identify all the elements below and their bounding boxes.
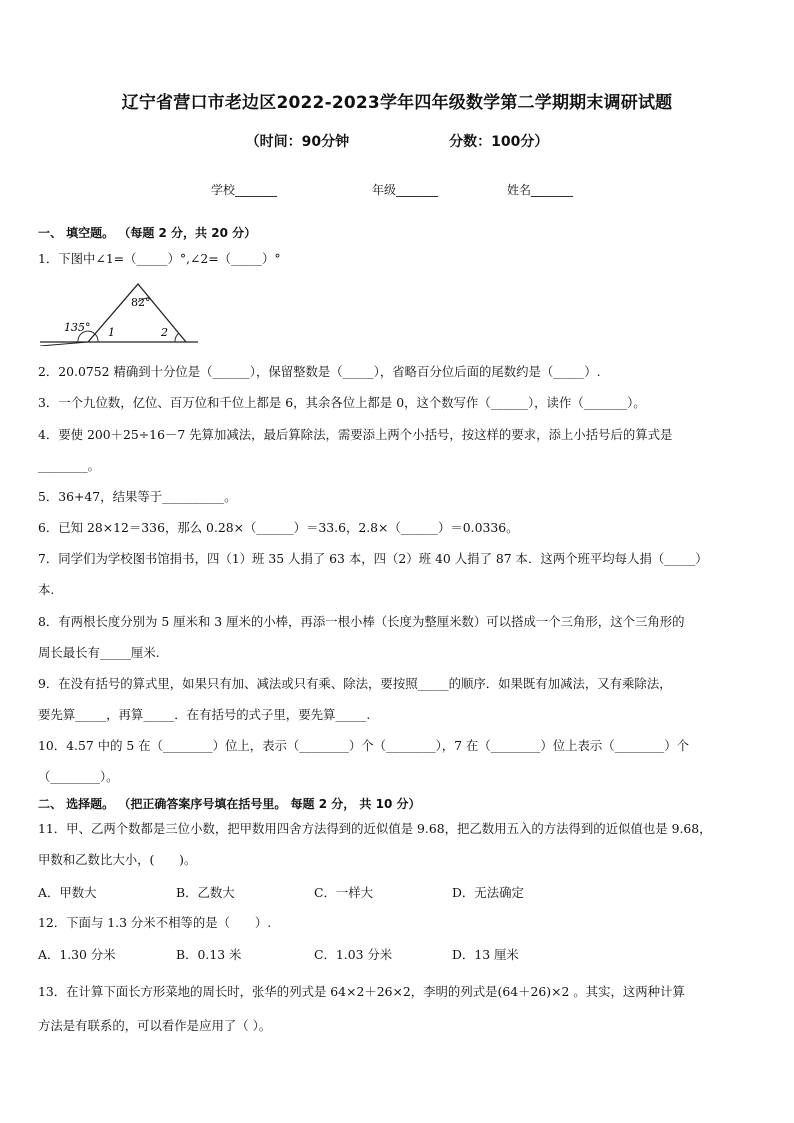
- question-13-line-1: 13．在计算下面长方形菜地的周长时，张华的列式是 64×2＋26×2，李明的列式是(64＋26)×2 。其实，这两种计算: [38, 984, 685, 999]
- question-3: 3．一个九位数，亿位、百万位和千位上都是 6，其余各位上都是 0，这个数写作（______），读作（_______）。: [38, 395, 646, 410]
- question-5: 5．36+47，结果等于__________。: [38, 489, 237, 504]
- question-4-line-1: 4．要使 200＋25÷16－7 先算加减法，最后算除法，需要添上两个小括号，按这样的要求，添上小括号后的算式是: [38, 427, 673, 442]
- q11-option-b[interactable]: B．乙数大: [176, 885, 235, 900]
- question-10-line-1: 10．4.57 中的 5 在（________）位上，表示（________）个（________），7 在（________）位上表示（________）个: [38, 738, 690, 753]
- question-10-line-2: （________）。: [38, 769, 119, 784]
- angle-top-label: 82°: [131, 296, 151, 309]
- name-field[interactable]: 姓名_______: [507, 183, 574, 197]
- q11-option-a[interactable]: A．甲数大: [38, 885, 97, 900]
- angle-outer-label: 135°: [64, 321, 91, 334]
- question-9-line-1: 9．在没有括号的算式里，如果只有加、减法或只有乘、除法，要按照_____的顺序．如果既有加减法，又有乘除法，: [38, 676, 672, 691]
- exam-subtitle: [0, 131, 794, 151]
- exam-score: 分数：100分）: [449, 134, 549, 150]
- q12-option-a[interactable]: A．1.30 分米: [38, 947, 116, 962]
- question-12: 12．下面与 1.3 分米不相等的是（ ）.: [38, 915, 272, 930]
- question-8-line-2: 周长最长有_____厘米.: [38, 645, 160, 660]
- q12-option-c[interactable]: C．1.03 分米: [314, 947, 393, 962]
- q12-option-d[interactable]: D．13 厘米: [452, 947, 519, 962]
- q11-option-c[interactable]: C．一样大: [314, 885, 374, 900]
- section-1-heading: 一、 填空题。 （每题 2 分，共 20 分）: [38, 226, 257, 240]
- question-7-line-1: 7．同学们为学校图书馆捐书，四（1）班 35 人捐了 63 本，四（2）班 40 人捐了 87 本．这两个班平均每人捐（_____）: [38, 551, 708, 566]
- question-1: 1．下图中∠1=（_____）°,∠2=（_____）°: [38, 251, 281, 266]
- q12-option-b[interactable]: B．0.13 米: [176, 947, 242, 962]
- angle-2-label: 2: [161, 326, 168, 339]
- question-9-line-2: 要先算_____，再算_____．在有括号的式子里，要先算_____.: [38, 707, 371, 722]
- school-field[interactable]: 学校_______: [211, 183, 278, 197]
- question-2: 2．20.0752 精确到十分位是（______），保留整数是（_____），省略百分位后面的尾数约是（_____）.: [38, 364, 601, 379]
- exam-title: 辽宁省营口市老边区2022-2023学年四年级数学第二学期期末调研试题: [121, 93, 673, 113]
- question-4-line-2: ________。: [38, 458, 100, 473]
- triangle-figure: [38, 280, 198, 346]
- question-13-line-2: 方法是有联系的，可以看作是应用了（ ）。: [38, 1018, 272, 1033]
- question-11-line-2: 甲数和乙数比大小，( )。: [38, 852, 197, 867]
- angle-1-label: 1: [108, 326, 115, 339]
- question-7-line-2: 本.: [38, 582, 55, 597]
- section-2-heading: 二、 选择题。 （把正确答案序号填在括号里。 每题 2 分， 共 10 分）: [38, 797, 421, 811]
- question-11-line-1: 11．甲、乙两个数都是三位小数，把甲数用四舍方法得到的近似值是 9.68，把乙数用五入的方法得到的近似值也是 9.68，: [38, 821, 712, 836]
- q11-option-d[interactable]: D．无法确定: [452, 885, 524, 900]
- question-8-line-1: 8．有两根长度分别为 5 厘米和 3 厘米的小棒，再添一根小棒（长度为整厘米数）可以搭成一个三角形，这个三角形的: [38, 614, 685, 629]
- question-6: 6．已知 28×12＝336，那么 0.28×（______）＝33.6，2.8×（______）＝0.0336。: [38, 520, 519, 535]
- exam-time: （时间：90分钟: [245, 134, 350, 150]
- grade-field[interactable]: 年级_______: [372, 183, 439, 197]
